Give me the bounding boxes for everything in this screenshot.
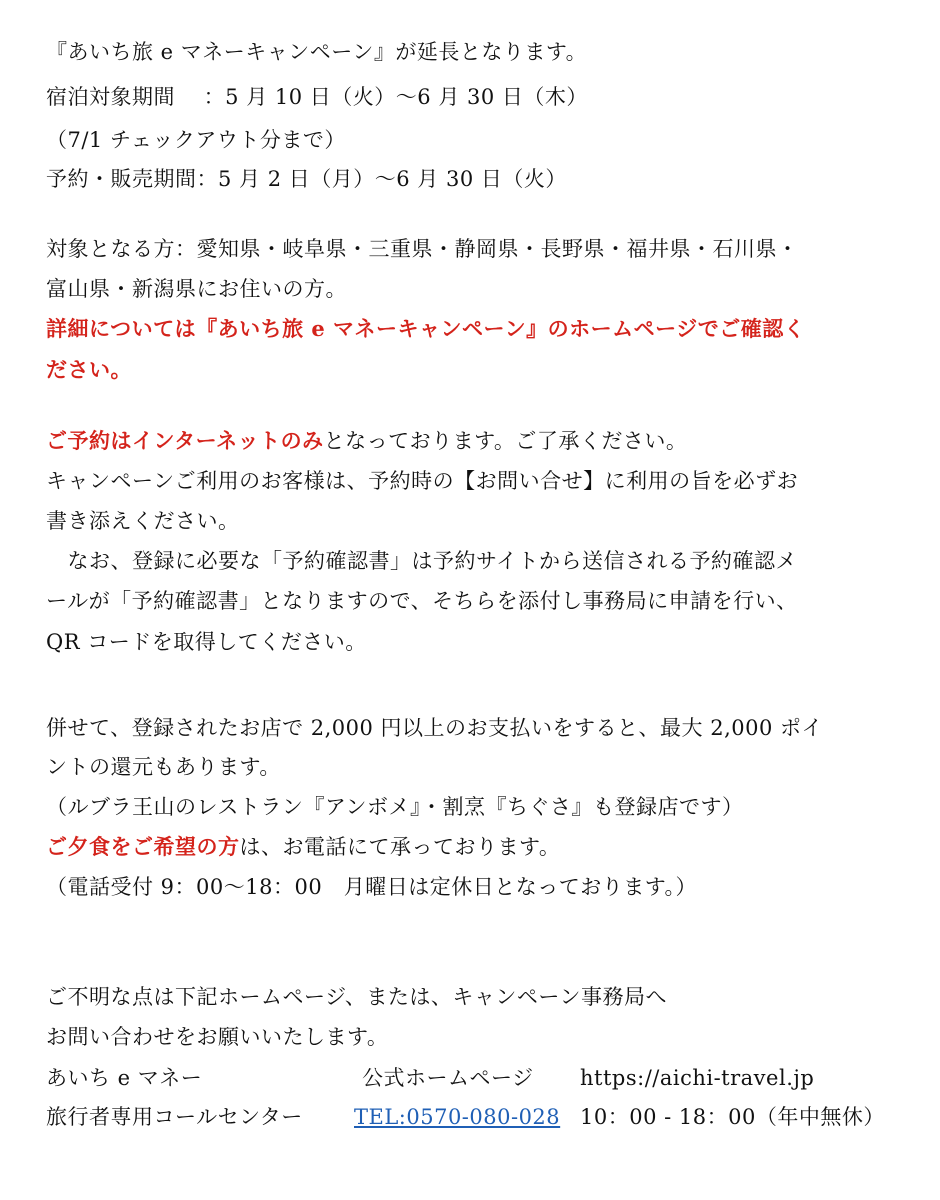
points-line-1: 併せて、登録されたお店で 2,000 円以上のお支払いをすると、最大 2,000 ポイ [46, 716, 824, 740]
dinner-emphasis: ご夕食をご希望の方 [46, 834, 240, 859]
booking-line-4: なお、登録に必要な「予約確認書」は予約サイトから送信される予約確認メ [46, 549, 798, 573]
homepage-url: https://aichi-travel.jp [580, 1066, 815, 1090]
homepage-label: 公式ホームページ [362, 1066, 534, 1090]
call-center-label: 旅行者専用コールセンター [46, 1105, 303, 1129]
eligibility-line-2: 富山県・新潟県にお住いの方。 [46, 277, 347, 301]
eligibility-line-1: 対象となる方：愛知県・岐阜県・三重県・静岡県・長野県・福井県・石川県・ [46, 237, 799, 261]
booking-line-6: QR コードを取得してください。 [46, 630, 367, 654]
points-line-2: ントの還元もあります。 [46, 755, 281, 779]
booking-line-5: ールが「予約確認書」となりますので、そちらを添付し事務局に申請を行い、 [46, 589, 798, 613]
booking-line-2: キャンペーンご利用のお客様は、予約時の【お問い合せ】に利用の旨を必ずお [46, 469, 799, 493]
sales-period-line: 予約・販売期間：5 月 2 日（月）～6 月 30 日（火） [46, 167, 567, 191]
checkout-note-line: （7/1 チェックアウト分まで） [46, 128, 346, 152]
booking-internet-rest: となっております。ご了承ください。 [323, 429, 688, 453]
emoney-name: あいち e マネー [46, 1066, 203, 1090]
contact-line-1: ご不明な点は下記ホームページ、または、キャンペーン事務局へ [46, 985, 667, 1009]
phone-hours-line: （電話受付 9：00～18：00 月曜日は定休日となっております。） [46, 875, 698, 899]
booking-line-3: 書き添えください。 [46, 509, 240, 533]
booking-internet-line [46, 426, 687, 456]
campaign-extension-line: 『あいち旅 e マネーキャンペーン』が延長となります。 [46, 40, 588, 64]
dinner-rest: は、お電話にて承っております。 [239, 835, 561, 859]
contact-line-2: お問い合わせをお願いいたします。 [46, 1025, 389, 1049]
details-notice-line-1: 詳細については『あいち旅 e マネーキャンペーン』のホームページでご確認く [46, 316, 806, 341]
stay-period-line: 宿泊対象期間 ：5 月 10 日（火）～6 月 30 日（木） [46, 85, 588, 109]
internet-only-emphasis: ご予約はインターネットのみ [46, 428, 324, 453]
points-line-3: （ルブラ王山のレストラン『アンボメ』・割烹『ちぐさ』も登録店です） [46, 795, 744, 819]
details-notice-line-2: ださい。 [46, 357, 132, 382]
call-center-hours: 10：00 - 18：00（年中無休） [580, 1105, 885, 1129]
dinner-line [46, 832, 560, 862]
call-center-tel-link[interactable]: TEL:0570-080-028 [354, 1105, 561, 1129]
